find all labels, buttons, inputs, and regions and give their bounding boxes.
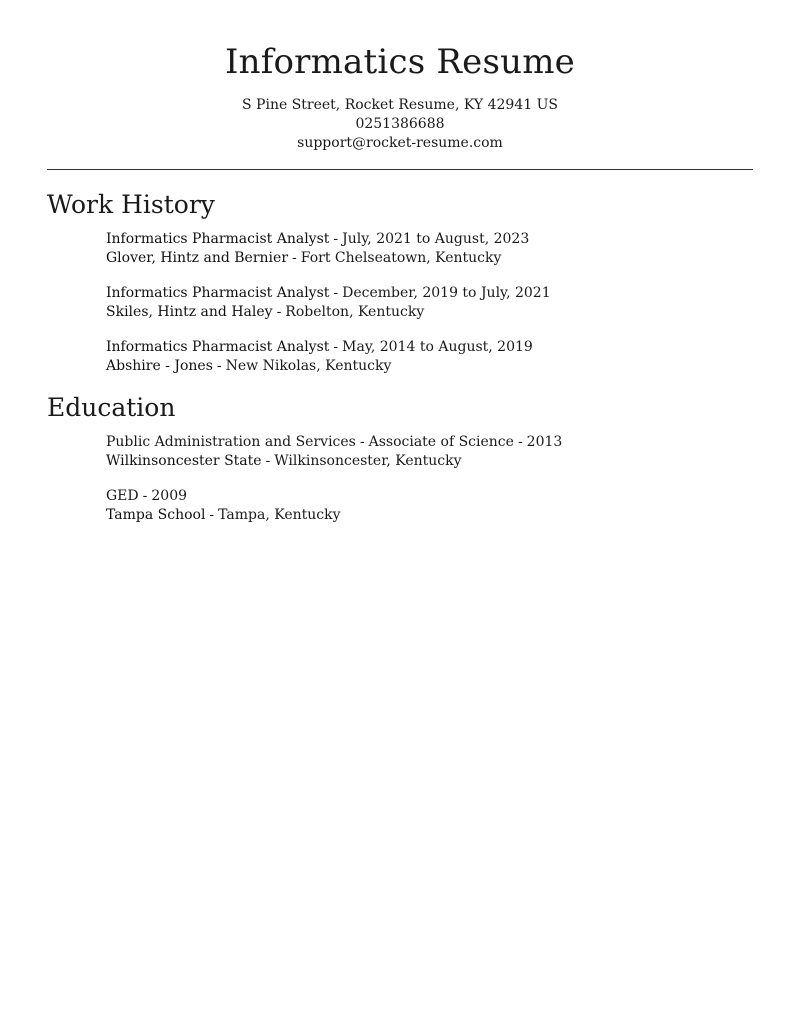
education-year: 2009	[151, 488, 188, 504]
separator: -	[209, 506, 215, 523]
work-company: Glover, Hintz and Bernier	[106, 249, 289, 266]
work-role: Informatics Pharmacist Analyst	[106, 285, 330, 301]
education-degree-line	[106, 487, 753, 506]
work-role: Informatics Pharmacist Analyst	[106, 339, 330, 355]
education-degree: GED	[106, 488, 139, 504]
work-entry	[106, 230, 753, 267]
education-list	[47, 433, 753, 524]
education-title: Education	[47, 393, 176, 422]
education-location: Tampa, Kentucky	[218, 506, 341, 523]
work-entry-role-line	[106, 230, 753, 249]
resume-name: Informatics Resume	[224, 42, 575, 82]
work-dates: July, 2021 to August, 2023	[342, 231, 530, 247]
work-location: Robelton, Kentucky	[285, 303, 425, 320]
separator: -	[142, 488, 148, 504]
work-entry-role-line	[106, 338, 753, 357]
work-history-section	[47, 189, 753, 375]
contact-email: support@rocket-resume.com	[297, 135, 503, 151]
work-location: Fort Chelseatown, Kentucky	[300, 249, 502, 266]
education-school-line	[106, 506, 753, 525]
work-entry	[106, 338, 753, 375]
education-school-line	[106, 452, 753, 471]
separator: -	[333, 285, 339, 301]
work-company: Abshire - Jones	[106, 357, 213, 374]
contact-address: S Pine Street, Rocket Resume, KY 42941 US	[242, 97, 558, 113]
education-school: Tampa School	[106, 506, 206, 523]
header-divider	[47, 169, 753, 170]
education-field: Public Administration and Services	[106, 434, 356, 450]
work-entry-role-line	[106, 284, 753, 303]
separator: -	[517, 434, 523, 450]
work-location: New Nikolas, Kentucky	[225, 357, 392, 374]
separator: -	[276, 303, 282, 320]
separator: -	[333, 339, 339, 355]
separator: -	[359, 434, 365, 450]
work-dates: May, 2014 to August, 2019	[342, 339, 533, 355]
education-degree-line	[106, 433, 753, 452]
contact-phone: 0251386688	[355, 116, 445, 132]
work-entry-company-line	[106, 249, 753, 268]
education-degree: Associate of Science	[368, 434, 514, 450]
education-entry	[106, 487, 753, 524]
separator: -	[292, 249, 297, 266]
resume-header	[47, 0, 753, 153]
work-entry-company-line	[106, 303, 753, 322]
work-dates: December, 2019 to July, 2021	[342, 285, 551, 301]
education-school: Wilkinsoncester State	[106, 452, 262, 469]
work-entry-company-line	[106, 357, 753, 376]
education-section	[47, 392, 753, 524]
education-entry	[106, 433, 753, 470]
education-year: 2013	[526, 434, 563, 450]
separator: -	[333, 231, 339, 247]
work-company: Skiles, Hintz and Haley	[106, 303, 273, 320]
work-history-title: Work History	[47, 190, 215, 219]
work-role: Informatics Pharmacist Analyst	[106, 231, 330, 247]
separator: -	[265, 452, 271, 469]
work-entry	[106, 284, 753, 321]
separator: -	[216, 357, 222, 374]
work-history-list	[47, 230, 753, 375]
education-location: Wilkinsoncester, Kentucky	[274, 452, 462, 469]
